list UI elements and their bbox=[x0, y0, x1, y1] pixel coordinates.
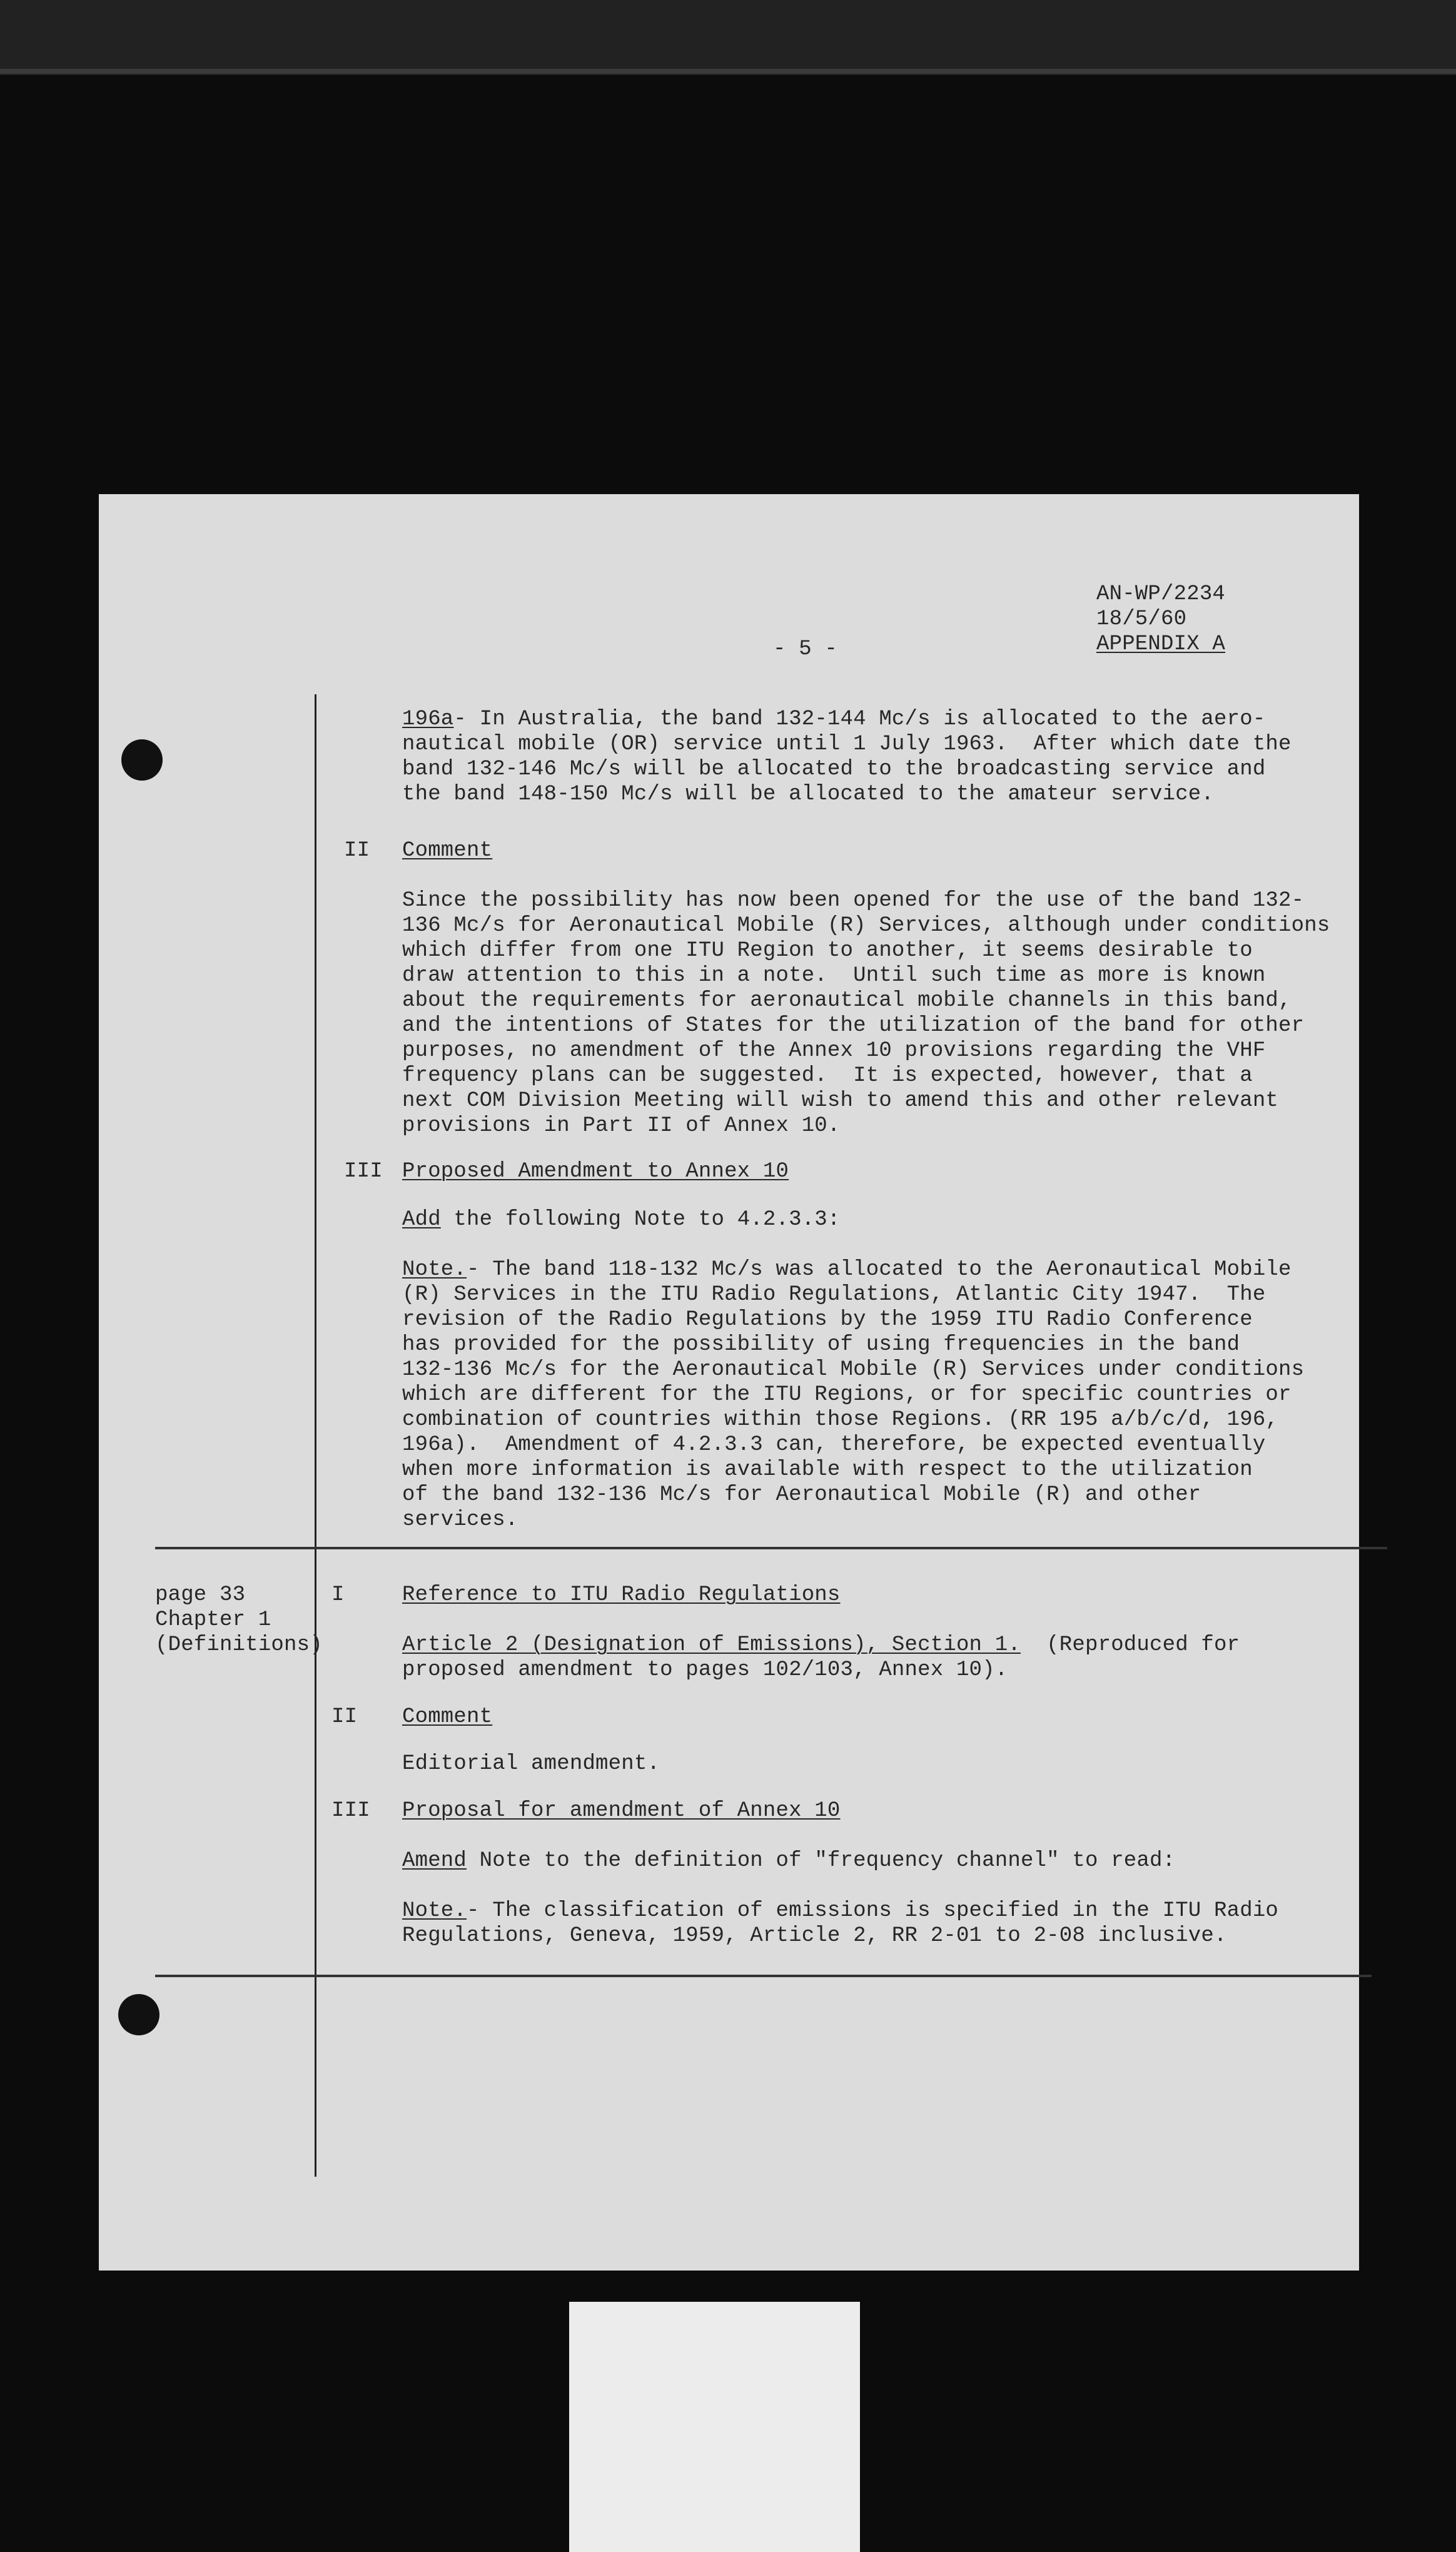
reference-heading: Reference to ITU Radio Regulations bbox=[402, 1583, 841, 1607]
para-196a-line-4: the band 148-150 Mc/s will be allocated to the amateur service. bbox=[402, 782, 1215, 806]
note-line-11: services. bbox=[402, 1508, 518, 1532]
margin-definitions-ref: (Definitions) bbox=[155, 1633, 323, 1657]
comment-line-6: and the intentions of States for the utilization of the band for other bbox=[402, 1014, 1305, 1038]
proposal-heading: Proposal for amendment of Annex 10 bbox=[402, 1799, 841, 1823]
doc-reference: AN-WP/2234 bbox=[1096, 582, 1226, 606]
punch-hole-bottom bbox=[118, 1994, 159, 2035]
note2-line-2: Regulations, Geneva, 1959, Article 2, RR 2-01 to 2-08 inclusive. bbox=[402, 1924, 1227, 1948]
note-line-10: of the band 132-136 Mc/s for Aeronautical Mobile (R) and other bbox=[402, 1483, 1201, 1507]
comment-line-7: purposes, no amendment of the Annex 10 provisions regarding the VHF bbox=[402, 1039, 1266, 1063]
film-edge-line bbox=[0, 69, 1456, 74]
comment-line-10: provisions in Part II of Annex 10. bbox=[402, 1114, 841, 1138]
editorial-amendment: Editorial amendment. bbox=[402, 1752, 660, 1776]
article-line-2: proposed amendment to pages 102/103, Annex 10). bbox=[402, 1658, 1008, 1682]
comment-line-9: next COM Division Meeting will wish to amend this and other relevant bbox=[402, 1089, 1279, 1113]
amend-word: Amend bbox=[402, 1849, 467, 1873]
note-line-7: combination of countries within those Regions. (RR 195 a/b/c/d, 196, bbox=[402, 1408, 1279, 1432]
proposed-amendment-heading: Proposed Amendment to Annex 10 bbox=[402, 1160, 789, 1183]
film-border-top bbox=[0, 0, 1456, 75]
document-page bbox=[99, 494, 1359, 2271]
doc-date: 18/5/60 bbox=[1096, 607, 1187, 631]
comment-line-8: frequency plans can be suggested. It is expected, however, that a bbox=[402, 1064, 1253, 1088]
roman-iii-section2: III bbox=[331, 1799, 370, 1823]
note2-line-1: Note.- The classification of emissions is specified in the ITU Radio bbox=[402, 1899, 1279, 1923]
roman-iii: III bbox=[344, 1160, 383, 1183]
comment-heading: Comment bbox=[402, 839, 493, 863]
comment-heading-section2: Comment bbox=[402, 1705, 493, 1729]
page-number: - 5 - bbox=[773, 637, 838, 661]
margin-rule bbox=[315, 694, 316, 2177]
roman-ii-section2: II bbox=[331, 1705, 358, 1729]
section-divider bbox=[155, 1547, 1387, 1549]
add-word: Add bbox=[402, 1208, 441, 1232]
note-line-4: has provided for the possibility of using frequencies in the band bbox=[402, 1333, 1240, 1357]
note-line-1: Note.- The band 118-132 Mc/s was allocated to the Aeronautical Mobile bbox=[402, 1258, 1292, 1282]
comment-line-4: draw attention to this in a note. Until such time as more is known bbox=[402, 964, 1266, 988]
comment-line-3: which differ from one ITU Region to another, it seems desirable to bbox=[402, 939, 1253, 963]
para-196a-line-3: band 132-146 Mc/s will be allocated to the broadcasting service and bbox=[402, 757, 1266, 781]
article-ref: Article 2 (Designation of Emissions), Section 1. bbox=[402, 1633, 1021, 1657]
note-line-3: revision of the Radio Regulations by the 1959 ITU Radio Conference bbox=[402, 1308, 1253, 1332]
bottom-divider bbox=[155, 1975, 1372, 1977]
punch-hole-top bbox=[121, 739, 163, 781]
bottom-card bbox=[569, 2302, 860, 2552]
note-line-6: which are different for the ITU Regions, or for specific countries or bbox=[402, 1383, 1292, 1407]
amend-line: Amend Note to the definition of "frequency channel" to read: bbox=[402, 1849, 1176, 1873]
comment-line-2: 136 Mc/s for Aeronautical Mobile (R) Services, although under conditions bbox=[402, 914, 1330, 938]
roman-ii: II bbox=[344, 839, 370, 863]
note-line-5: 132-136 Mc/s for the Aeronautical Mobile (R) Services under conditions bbox=[402, 1358, 1305, 1382]
note-line-8: 196a). Amendment of 4.2.3.3 can, therefore, be expected eventually bbox=[402, 1433, 1266, 1457]
note2-label: Note. bbox=[402, 1899, 467, 1923]
appendix-label: APPENDIX A bbox=[1096, 632, 1226, 656]
margin-chapter-ref: Chapter 1 bbox=[155, 1608, 271, 1632]
para-196a-line-2: nautical mobile (OR) service until 1 July 1963. After which date the bbox=[402, 732, 1292, 756]
note-line-2: (R) Services in the ITU Radio Regulations, Atlantic City 1947. The bbox=[402, 1283, 1266, 1307]
add-note-line: Add the following Note to 4.2.3.3: bbox=[402, 1208, 841, 1232]
comment-line-5: about the requirements for aeronautical mobile channels in this band, bbox=[402, 989, 1292, 1013]
note-label: Note. bbox=[402, 1258, 467, 1282]
note-line-9: when more information is available with respect to the utilization bbox=[402, 1458, 1253, 1482]
margin-page-ref: page 33 bbox=[155, 1583, 246, 1607]
label-196a: 196a bbox=[402, 707, 454, 731]
comment-line-1: Since the possibility has now been opened for the use of the band 132- bbox=[402, 889, 1305, 913]
para-196a-line-1: 196a- In Australia, the band 132-144 Mc/s is allocated to the aero- bbox=[402, 707, 1266, 731]
roman-i: I bbox=[331, 1583, 345, 1607]
article-line-1: Article 2 (Designation of Emissions), Section 1. (Reproduced for bbox=[402, 1633, 1240, 1657]
